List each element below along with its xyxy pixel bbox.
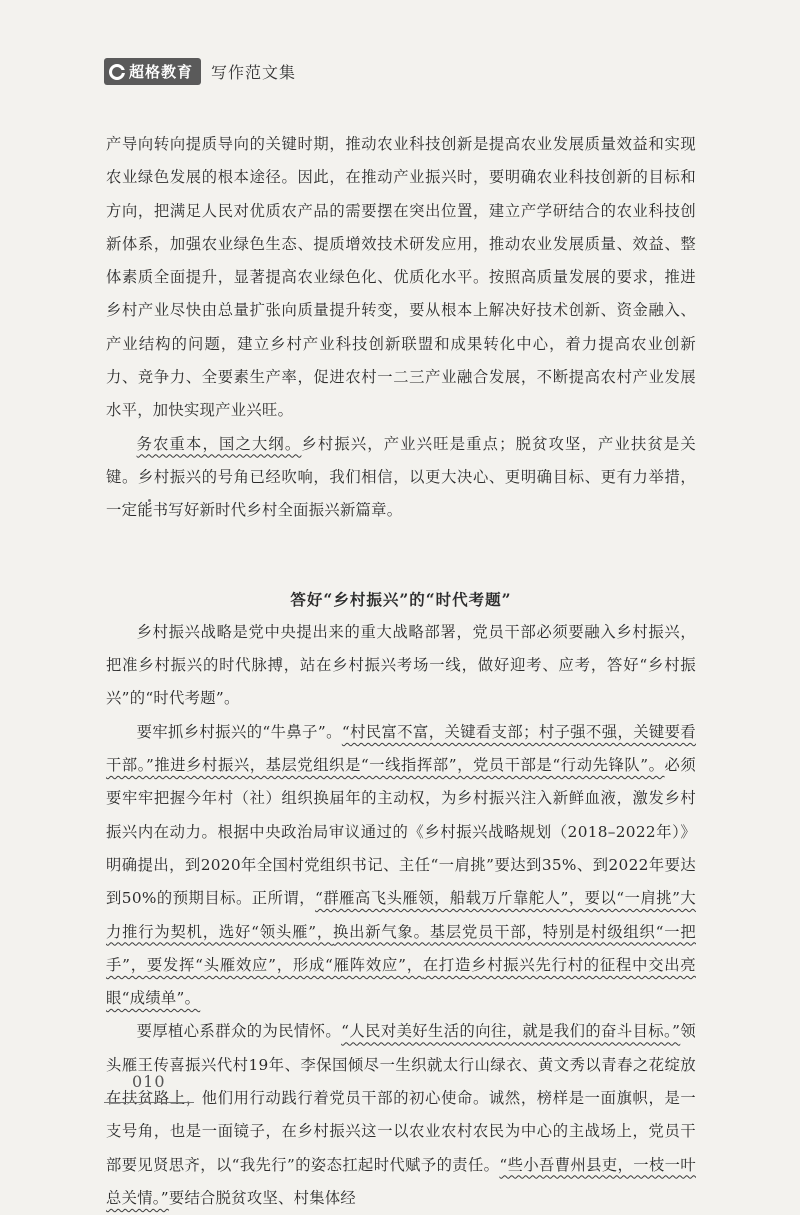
text-segment: 要牢抓乡村振兴的“牛鼻子”。 xyxy=(136,722,342,741)
logo-g-icon xyxy=(109,64,125,80)
page-number: 010 xyxy=(132,1072,166,1091)
quote-underlined: ，要以“一肩挑”大力推行为契机，选好“领头雁”， xyxy=(106,889,696,941)
brand-logo xyxy=(104,58,201,85)
text-segment: 必须要牢牢把握今年村（社）组织换届年的主动权，为乡村振兴注入新鲜血液，激发乡村振兴内在动力。根据中央政治局审议通过的《乡村振兴战略规划（2018–2022年）》明确提出，到2020年全国村党组织书记、主任“一肩挑”要达到35%、到2022年要达到50%的预期目标。正所谓， xyxy=(106,756,696,908)
quote-underlined: 在打造乡村振兴先行村的征程中交出亮眼“成绩单”。 xyxy=(106,955,696,1008)
paragraph-4 xyxy=(106,716,696,1016)
quote-underlined: “村民富不富，关键看支部；村子强不强，关键要看干部。” xyxy=(106,722,696,775)
text-segment: 要厚植心系群众的为民情怀。 xyxy=(136,1022,342,1041)
quote-underlined: “些小吾曹州县吏，一枝一叶总关情。” xyxy=(106,1155,696,1207)
quote-underlined: 务农重本，国之大纲。 xyxy=(136,434,302,453)
paragraph-2 xyxy=(106,428,696,528)
text-segment: 领头雁王传喜振兴代村19年、李保国倾尽一生织就太行山绿衣、黄文秀以青春之花绽放在扶贫路上，他们用行动践行着党员干部的初心使命。诚然，榜样是一面旗帜，是一支号角，也是一面镜子，在乡村振兴这一以农业农村农民为中心的主战场上，党员干部要见贤思齐，以“我先行”的姿态扛起时代赋予的责任。 xyxy=(106,1022,696,1174)
quote-underlined: 推进乡村振兴，基层党组织是“一线指挥部”，党员干部是“行动先锋队”。 xyxy=(154,756,665,775)
paragraph-3: 乡村振兴战略是党中央提出来的重大战略部署，党员干部必须要融入乡村振兴，把准乡村振兴的时代脉搏，站在乡村振兴考场一线，做好迎考、应考，答好“乡村振兴”的“时代考题”。 xyxy=(106,622,696,708)
quote-underlined: “群雁高飞头雁领，船载万斤靠舵人” xyxy=(315,889,569,908)
quote-underlined: “人民对美好生活的向往，就是我们的奋斗目标。” xyxy=(341,1022,681,1041)
paragraph-1: 产导向转向提质导向的关键时期，推动农业科技创新是提高农业发展质量效益和实现农业绿色发展的根本途径。因此，在推动产业振兴时，要明确农业科技创新的目标和方向，把满足人民对优质农产品的需要摆在突出位置，建立产学研结合的农业科技创新体系，加强农业绿色生态、提质增效技术研发应用，推动农业发展质量、效益、整体素质全面提升，显著提高农业绿色化、优质化水平。按照高质量发展的要求，推进乡村产业尽快由总量扩张向质量提升转变，要从根本上解决好技术创新、资金融入、产业结构的问题，建立乡村产业科技创新联盟和成果转化中心，着力提高农业创新力、竞争力、全要素生产率，促进农村一二三产业融合发展，不断提高农村产业发展水平，加快实现产业兴旺。 xyxy=(106,135,696,420)
paragraph-2-text: 乡村振兴，产业兴旺是重点；脱贫攻坚，产业扶贫是关键。乡村振兴的号角已经吹响，我们相信，以更大决心、更明确目标、更有力举措，一定能书写好新时代乡村全面振兴新篇章。 xyxy=(106,434,696,520)
paragraph-5 xyxy=(106,1015,696,1215)
page-header xyxy=(104,58,296,85)
spacer xyxy=(106,528,696,561)
text-segment: 要结合脱贫攻坚、村集体经 xyxy=(168,1188,357,1207)
series-title: 写作范文集 xyxy=(211,63,297,82)
article-body xyxy=(106,128,696,1215)
brand-name: 超格教育 xyxy=(129,63,194,81)
page-number-underline xyxy=(104,1096,194,1103)
quote-underlined: 换出新气象。 xyxy=(333,922,430,941)
quote-underlined: 基层党员干部，特别是村级组织“一把手”，要发挥“头雁效应”，形成“雁阵效应”， xyxy=(106,922,696,974)
section-title: 答好“乡村振兴”的“时代考题” xyxy=(290,589,512,609)
